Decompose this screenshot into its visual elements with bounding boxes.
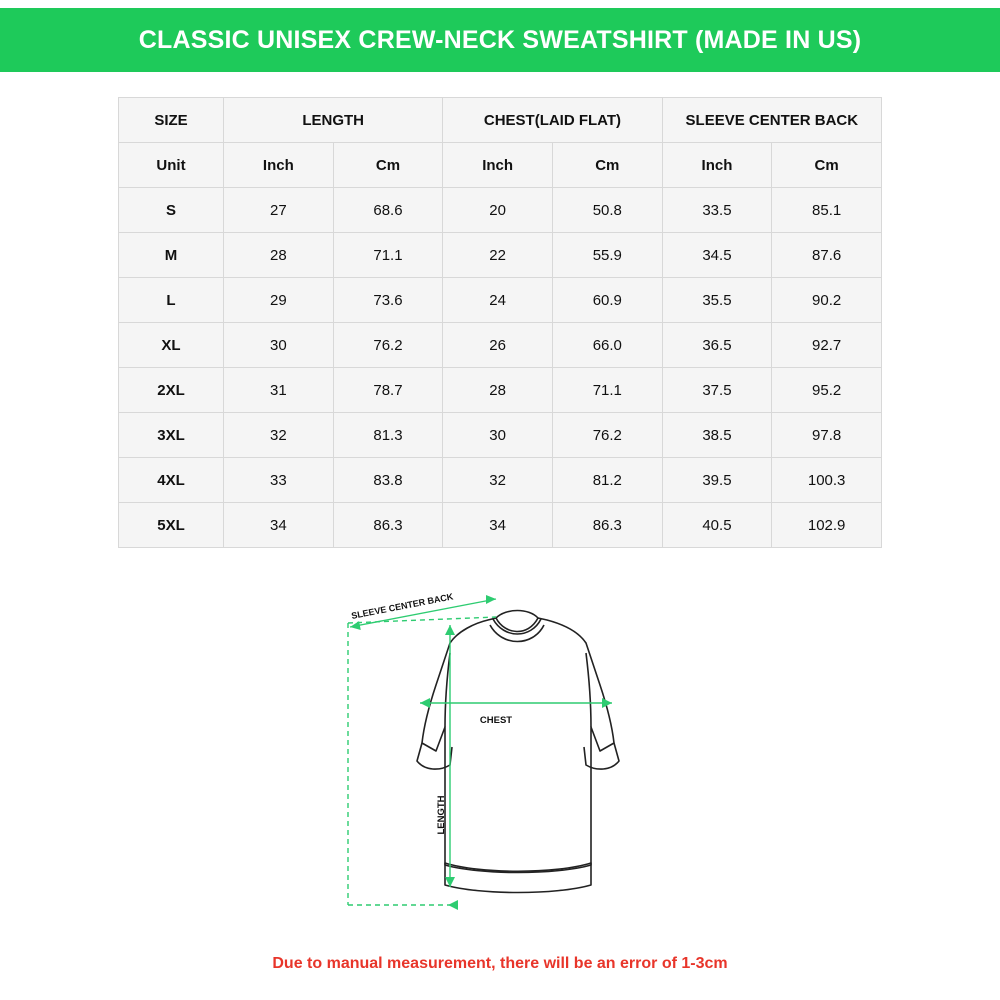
- sweatshirt-outline: [417, 611, 619, 893]
- cell-chest-cm: 81.2: [552, 458, 662, 503]
- cell-chest-cm: 76.2: [552, 413, 662, 458]
- table-row: [119, 413, 882, 458]
- cell-chest-inch: 24: [443, 278, 553, 323]
- size-table-wrapper: [118, 97, 882, 548]
- cell-length-cm: 73.6: [333, 278, 443, 323]
- cell-sleeve-cm: 85.1: [772, 188, 882, 233]
- cell-sleeve-inch: 33.5: [662, 188, 772, 233]
- cell-sleeve-inch: 36.5: [662, 323, 772, 368]
- cell-sleeve-cm: 97.8: [772, 413, 882, 458]
- cell-size: L: [119, 278, 224, 323]
- measurement-disclaimer: Due to manual measurement, there will be an error of 1-3cm: [272, 955, 728, 972]
- cell-chest-inch: 22: [443, 233, 553, 278]
- cell-length-inch: 29: [224, 278, 334, 323]
- cell-size: XL: [119, 323, 224, 368]
- unit-sleeve-inch: Inch: [662, 143, 772, 188]
- cell-chest-cm: 50.8: [552, 188, 662, 233]
- cell-length-cm: 68.6: [333, 188, 443, 233]
- cell-chest-cm: 60.9: [552, 278, 662, 323]
- table-group-header-row: [119, 98, 882, 143]
- cell-sleeve-inch: 34.5: [662, 233, 772, 278]
- cell-size: S: [119, 188, 224, 233]
- table-row: [119, 458, 882, 503]
- cell-sleeve-inch: 37.5: [662, 368, 772, 413]
- cell-chest-cm: 86.3: [552, 503, 662, 548]
- table-unit-row: [119, 143, 882, 188]
- cell-chest-cm: 71.1: [552, 368, 662, 413]
- table-row: [119, 233, 882, 278]
- cell-size: M: [119, 233, 224, 278]
- cell-length-inch: 30: [224, 323, 334, 368]
- cell-chest-cm: 66.0: [552, 323, 662, 368]
- page-title: CLASSIC UNISEX CREW-NECK SWEATSHIRT (MADE IN US): [138, 25, 862, 54]
- cell-length-inch: 32: [224, 413, 334, 458]
- unit-label: Unit: [119, 143, 224, 188]
- table-row: [119, 503, 882, 548]
- cell-size: 4XL: [119, 458, 224, 503]
- cell-chest-inch: 28: [443, 368, 553, 413]
- cell-length-cm: 78.7: [333, 368, 443, 413]
- table-row: [119, 278, 882, 323]
- label-sleeve: SLEEVE CENTER BACK: [350, 591, 454, 621]
- header-banner: [0, 8, 1000, 72]
- cell-sleeve-cm: 95.2: [772, 368, 882, 413]
- table-row: [119, 323, 882, 368]
- cell-size: 3XL: [119, 413, 224, 458]
- cell-sleeve-inch: 35.5: [662, 278, 772, 323]
- garment-illustration: [300, 575, 720, 935]
- cell-chest-inch: 20: [443, 188, 553, 233]
- cell-chest-inch: 26: [443, 323, 553, 368]
- label-length: LENGTH: [436, 795, 447, 835]
- label-chest: CHEST: [479, 715, 513, 726]
- cell-sleeve-inch: 39.5: [662, 458, 772, 503]
- header-chest: CHEST(LAID FLAT): [443, 98, 662, 143]
- cell-sleeve-cm: 92.7: [772, 323, 882, 368]
- header-length: LENGTH: [224, 98, 443, 143]
- header-sleeve: SLEEVE CENTER BACK: [662, 98, 881, 143]
- measurement-guides: [348, 599, 612, 905]
- cell-length-cm: 81.3: [333, 413, 443, 458]
- cell-length-inch: 28: [224, 233, 334, 278]
- sleeve-guide-line: [348, 617, 496, 623]
- cell-sleeve-cm: 87.6: [772, 233, 882, 278]
- cell-length-cm: 86.3: [333, 503, 443, 548]
- cell-length-inch: 27: [224, 188, 334, 233]
- header-size: SIZE: [119, 98, 224, 143]
- unit-length-inch: Inch: [224, 143, 334, 188]
- cell-length-inch: 31: [224, 368, 334, 413]
- cell-length-inch: 33: [224, 458, 334, 503]
- cell-sleeve-inch: 38.5: [662, 413, 772, 458]
- table-row: [119, 188, 882, 233]
- cell-sleeve-cm: 90.2: [772, 278, 882, 323]
- cell-size: 2XL: [119, 368, 224, 413]
- cell-chest-inch: 34: [443, 503, 553, 548]
- cell-sleeve-inch: 40.5: [662, 503, 772, 548]
- cell-sleeve-cm: 100.3: [772, 458, 882, 503]
- unit-chest-inch: Inch: [443, 143, 553, 188]
- arrow-heads: [349, 595, 612, 910]
- table-row: [119, 368, 882, 413]
- size-table: [118, 97, 882, 548]
- cell-sleeve-cm: 102.9: [772, 503, 882, 548]
- unit-sleeve-cm: Cm: [772, 143, 882, 188]
- cell-chest-inch: 30: [443, 413, 553, 458]
- cell-length-inch: 34: [224, 503, 334, 548]
- unit-length-cm: Cm: [333, 143, 443, 188]
- cell-size: 5XL: [119, 503, 224, 548]
- cell-length-cm: 83.8: [333, 458, 443, 503]
- cell-length-cm: 76.2: [333, 323, 443, 368]
- cell-length-cm: 71.1: [333, 233, 443, 278]
- cell-chest-inch: 32: [443, 458, 553, 503]
- unit-chest-cm: Cm: [552, 143, 662, 188]
- cell-chest-cm: 55.9: [552, 233, 662, 278]
